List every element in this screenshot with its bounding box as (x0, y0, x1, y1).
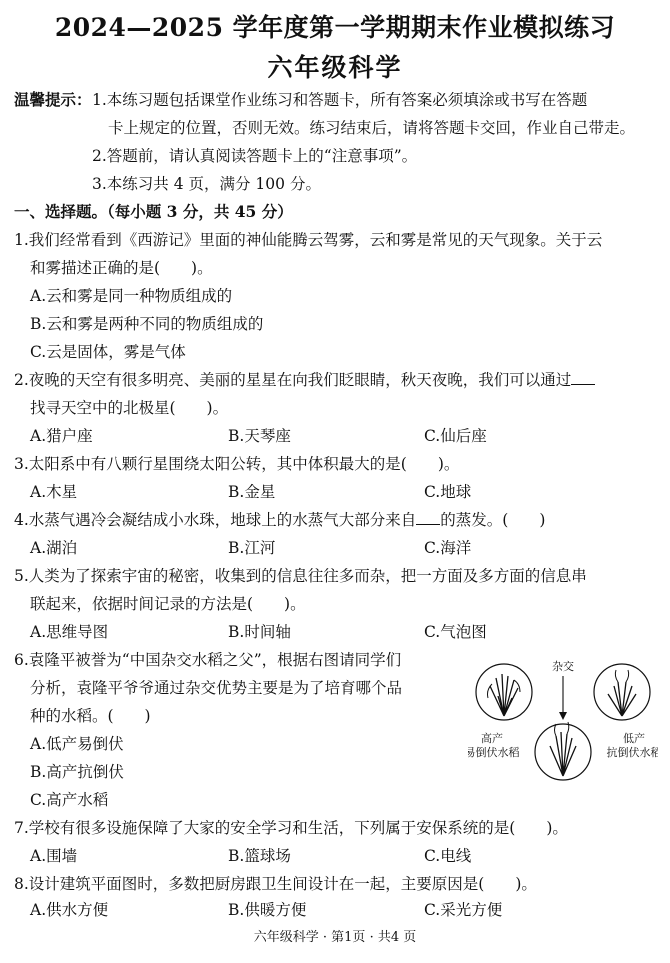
question-2-option-b: B.天琴座 (228, 427, 291, 445)
question-3-line-1: 3.太阳系中有八颗行星围绕太阳公转，其中体积最大的是( )。 (14, 455, 460, 473)
right-rice-label-1: 低产 (623, 732, 645, 745)
notice-item-3: 3.本练习共 4 页，满分 100 分。 (92, 175, 321, 193)
question-2-line-2: 找寻天空中的北极星( )。 (30, 399, 229, 417)
question-7-option-a: A.围墙 (30, 847, 78, 865)
question-8-line-1: 8.设计建筑平面图时，多数把厨房跟卫生间设计在一起，主要原因是( )。 (14, 875, 537, 893)
exam-title: 2024—2025 学年度第一学期期末作业模拟练习 (54, 13, 616, 42)
question-8-option-a: A.供水方便 (30, 901, 109, 919)
question-7-line-1: 7.学校有很多设施保障了大家的安全学习和生活，下列属于安保系统的是( )。 (14, 819, 568, 837)
question-8-option-c: C.采光方便 (424, 901, 503, 919)
question-6-option-b: B.高产抗倒伏 (30, 763, 124, 781)
question-2-option-c: C.仙后座 (424, 427, 487, 445)
notice-item-1-cont: 卡上规定的位置，否则无效。练习结束后，请将答题卡交回，作业自己带走。 (108, 119, 636, 137)
question-4-option-a: A.湖泊 (30, 539, 78, 557)
section-title: 一、选择题。（每小题 3 分，共 45 分） (14, 202, 293, 221)
exam-subtitle: 六年级科学 (267, 53, 403, 82)
question-5-option-a: A.思维导图 (30, 623, 109, 641)
short-rice-icon (594, 664, 650, 720)
question-5-line-1: 5.人类为了探索宇宙的秘密，收集到的信息往往多而杂，把一方面及多方面的信息串 (14, 567, 587, 585)
left-rice-label-1: 高产 (481, 732, 503, 745)
question-6-option-a: A.低产易倒伏 (30, 735, 124, 753)
question-5-option-b: B.时间轴 (228, 623, 291, 641)
question-6-option-c: C.高产水稻 (30, 791, 109, 809)
notice-item-2: 2.答题前，请认真阅读答题卡上的“注意事项”。 (92, 147, 418, 165)
question-6-line-3: 种的水稻。( ) (30, 707, 151, 725)
question-4-option-b: B.江河 (228, 539, 276, 557)
question-1-option-a: A.云和雾是同一种物质组成的 (30, 287, 233, 305)
question-2-line-1 (14, 369, 595, 391)
rice-hybrid-diagram (468, 656, 658, 786)
answer-blank (571, 370, 595, 385)
question-2-option-a: A.猎户座 (30, 427, 93, 445)
question-4-text-b: 的蒸发。( ) (440, 511, 546, 529)
question-1-option-c: C.云是固体，雾是气体 (30, 343, 186, 361)
notice-label: 温馨提示： (14, 90, 92, 109)
question-3-option-c: C.地球 (424, 483, 472, 501)
question-1-line-1: 1.我们经常看到《西游记》里面的神仙能腾云驾雾，云和雾是常见的天气现象。关于云 (14, 231, 603, 249)
cross-label: 杂交 (552, 660, 574, 673)
rice-hybrid-figure (468, 656, 658, 786)
question-7-option-b: B.篮球场 (228, 847, 291, 865)
right-rice-label-2: 抗倒伏水稻 (606, 746, 658, 759)
question-3-option-a: A.木星 (30, 483, 78, 501)
question-4-line-1 (14, 509, 545, 531)
question-1-line-2: 和雾描述正确的是( )。 (30, 259, 213, 277)
question-5-option-c: C.气泡图 (424, 623, 487, 641)
left-rice-label-2: 易倒伏水稻 (468, 746, 520, 759)
notice-item-1: 1.本练习题包括课堂作业练习和答题卡，所有答案必须填涂或书写在答题 (92, 91, 588, 109)
tall-rice-icon (476, 664, 532, 720)
question-6-line-1: 6.袁隆平被誉为“中国杂交水稻之父”，根据右图请同学们 (14, 651, 402, 669)
question-8-option-b: B.供暖方便 (228, 901, 307, 919)
page-footer: 六年级科学 · 第1页 · 共4 页 (253, 930, 417, 945)
question-7-option-c: C.电线 (424, 847, 472, 865)
arrow-head-icon (559, 712, 567, 720)
question-4-option-c: C.海洋 (424, 539, 472, 557)
answer-blank (416, 510, 440, 525)
question-6-line-2: 分析，袁隆平爷爷通过杂交优势主要是为了培育哪个品 (30, 679, 403, 697)
question-1-option-b: B.云和雾是两种不同的物质组成的 (30, 315, 264, 333)
hybrid-rice-icon (535, 722, 591, 780)
question-3-option-b: B.金星 (228, 483, 276, 501)
question-5-line-2: 联起来，依据时间记录的方法是( )。 (30, 595, 306, 613)
question-4-text-a: 4.水蒸气遇冷会凝结成小水珠，地球上的水蒸气大部分来自 (14, 511, 417, 529)
question-2-text: 2.夜晚的天空有很多明亮、美丽的星星在向我们眨眼睛，秋天夜晚，我们可以通过 (14, 371, 572, 389)
